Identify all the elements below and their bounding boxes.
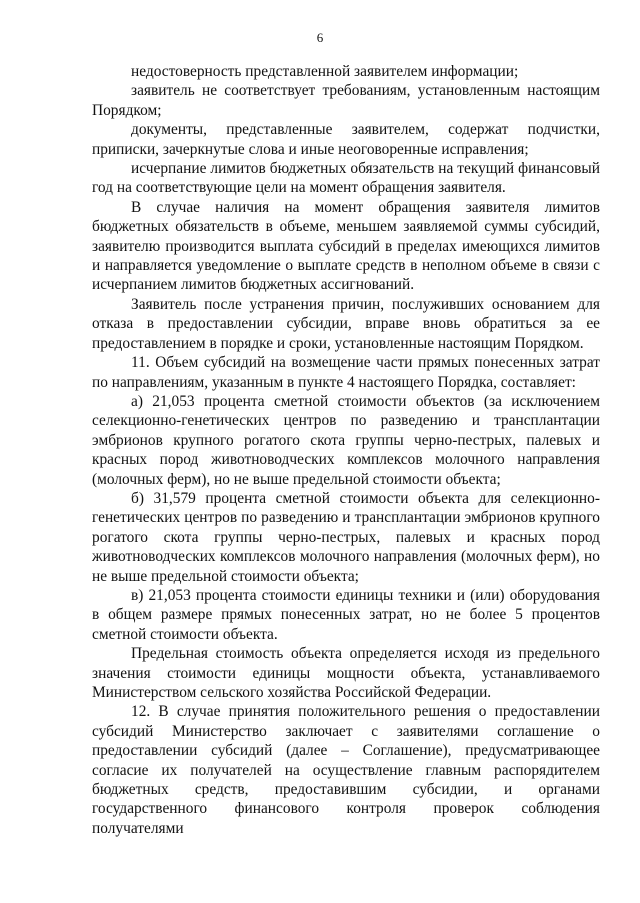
document-body: [92, 62, 600, 838]
paragraph-clause-11c: в) 21,053 процента стоимости единицы техники и (или) оборудования в общем размере прямых понесенных затрат, но не более 5 процентов сметной стоимости объекта.: [92, 586, 600, 643]
paragraph-reapplication: Заявитель после устранения причин, послуживших основанием для отказа в предоставлении субсидии, вправе вновь обратиться за ее предоставлением в порядке и сроки, установленные настоящим Порядком.: [92, 295, 600, 352]
paragraph-clause-11a: а) 21,053 процента сметной стоимости объектов (за исключением селекционно-генетических центров по разведению и трансплантации эмбрионов крупного рогатого скота группы черно-пестрых, палевых и красных пород животноводческих комплексов молочного направления (молочных ферм), но не выше предельной стоимости объекта;: [92, 392, 600, 488]
paragraph-clause-11b: б) 31,579 процента сметной стоимости объекта для селекционно-генетических центров по разведению и трансплантации эмбрионов крупного рогатого скота группы черно-пестрых, палевых и красных пород животноводческих комплексов молочного направления (молочных ферм), но не выше предельной стоимости объекта;: [92, 489, 600, 585]
paragraph-partial-payment: В случае наличия на момент обращения заявителя лимитов бюджетных обязательств в объеме, меньшем заявляемой суммы субсидий, заявителю производится выплата субсидий в пределах имеющихся лимитов и направляется уведомление о выплате средств в неполном объеме в связи с исчерпанием лимитов бюджетных ассигнований.: [92, 198, 600, 294]
paragraph-max-cost: Предельная стоимость объекта определяется исходя из предельного значения стоимости единицы мощности объекта, устанавливаемого Министерством сельского хозяйства Российской Федерации.: [92, 645, 600, 701]
paragraph-noncompliance: заявитель не соответствует требованиям, установленным настоящим Порядком;: [92, 82, 600, 119]
page-number: 6: [316, 30, 324, 45]
paragraph-limits-exhausted: исчерпание лимитов бюджетных обязательств на текущий финансовый год на соответствующие цели на момент обращения заявителя.: [92, 160, 600, 197]
paragraph-clause-11: 11. Объем субсидий на возмещение части прямых понесенных затрат по направлениям, указанным в пункте 4 настоящего Порядка, составляет:: [92, 354, 600, 391]
paragraph-clause-12: 12. В случае принятия положительного решения о предоставлении субсидий Министерство заключает с заявителями соглашение о предоставлении субсидий (далее – Соглашение), предусматривающее согласие их получателей на осуществление главным распорядителем бюджетных средств, предоставившим субсидии, и органами государственного финансового контроля проверок соблюдения получателями: [92, 703, 600, 837]
paragraph-unreliable-info: недостоверность представленной заявителем информации;: [131, 63, 519, 80]
paragraph-document-corrections: документы, представленные заявителем, содержат подчистки, приписки, зачеркнутые слова и иные неоговоренные исправления;: [92, 121, 600, 158]
